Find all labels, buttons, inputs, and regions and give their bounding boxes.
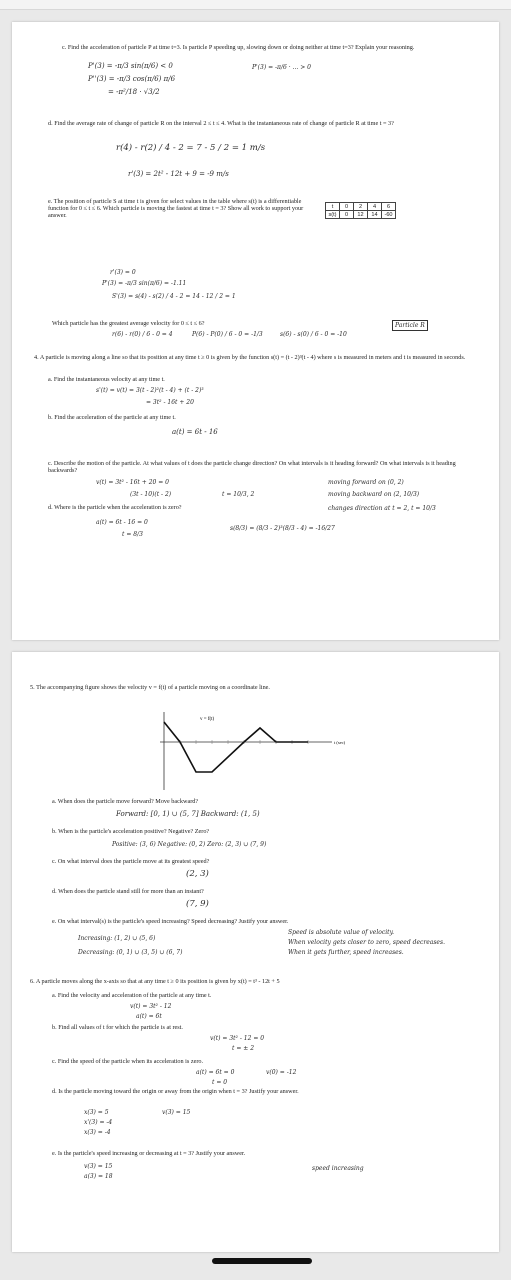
q4c-work-6: changes direction at t = 2, t = 10/3 xyxy=(328,505,436,512)
q4d-prompt: d. Where is the particle when the acceleration is zero? xyxy=(48,504,182,511)
q5e-work-3: Speed is absolute value of velocity. xyxy=(288,929,395,936)
worksheet-page-2 xyxy=(12,652,499,1252)
q5a-work: Forward: [0, 1) ∪ (5, 7] Backward: (1, 5) xyxy=(116,810,260,818)
table-cell: 2 xyxy=(354,203,368,211)
q6d-prompt: d. Is the particle moving toward the origin or away from the origin when t = 3? Justify your answer. xyxy=(52,1088,299,1095)
table-cell: -60 xyxy=(382,211,396,219)
table-cell: 12 xyxy=(354,211,368,219)
q6d-work-4: x(3) = -4 xyxy=(84,1129,111,1136)
q4c-work-2: (3t - 10)(t - 2) xyxy=(130,491,172,498)
table-cell: 14 xyxy=(368,211,382,219)
q3e-followup-2: P(6) - P(0) / 6 - 0 = -1/3 xyxy=(192,331,263,338)
q5e-prompt: e. On what interval(s) is the particle's speed increasing? Speed decreasing? Justify your answer. xyxy=(52,918,289,925)
q5-intro: 5. The accompanying figure shows the velocity v = f(t) of a particle moving on a coordinate line. xyxy=(30,684,270,691)
q3c-work-2: P''(3) = -π/3 cos(π/6) π/6 xyxy=(88,75,176,83)
q3e-work-2: P'(3) = -π/3 sin(π/6) = -1.11 xyxy=(102,280,187,287)
q5d-prompt: d. When does the particle stand still for more than an instant? xyxy=(52,888,204,895)
q3c-prompt: c. Find the acceleration of particle P at time t=3. Is particle P speeding up, slowing down or doing neither at time t=3? Explain your reasoning. xyxy=(62,44,415,51)
q3e-answer-box: Particle R xyxy=(392,320,428,331)
q5c-prompt: c. On what interval does the particle move at its greatest speed? xyxy=(52,858,210,865)
q6e-work-3: speed increasing xyxy=(312,1165,364,1172)
q5e-work-2: Decreasing: (0, 1) ∪ (3, 5) ∪ (6, 7) xyxy=(78,949,183,956)
q4c-work-5: moving backward on (2, 10/3) xyxy=(328,491,420,498)
top-browser-strip xyxy=(0,0,511,10)
table-cell: 0 xyxy=(340,203,354,211)
q5e-work-4: When velocity gets closer to zero, speed decreases. xyxy=(288,939,445,946)
q4-intro: 4. A particle is moving along a line so that its position at any time t ≥ 0 is given by the function s(t) = (t - 2)³(t - 4) where s is measured in meters and t is measured in seconds. xyxy=(34,354,466,361)
q3c-work-4: P'(3) = -π/6 · ... > 0 xyxy=(252,64,311,71)
q6e-prompt: e. Is the particle's speed increasing or decreasing at t = 3? Justify your answer. xyxy=(52,1150,246,1157)
q6a-prompt: a. Find the velocity and acceleration of the particle at any time t. xyxy=(52,992,212,999)
q6d-work-2: v(3) = 15 xyxy=(162,1109,191,1116)
graph-label: v = f(t) xyxy=(200,717,215,722)
q6c-prompt: c. Find the speed of the particle when its acceleration is zero. xyxy=(52,1058,204,1065)
q6b-work-1: v(t) = 3t² - 12 = 0 xyxy=(210,1035,265,1042)
home-indicator[interactable] xyxy=(212,1258,312,1264)
q5b-prompt: b. When is the particle's acceleration positive? Negative? Zero? xyxy=(52,828,210,835)
q6b-work-2: t = ± 2 xyxy=(232,1045,255,1052)
q4d-work-2: t = 8/3 xyxy=(122,531,143,538)
table-cell: 6 xyxy=(382,203,396,211)
q6c-work-2: t = 0 xyxy=(212,1079,228,1086)
q4d-work-1: a(t) = 6t - 16 = 0 xyxy=(96,519,148,526)
q5a-prompt: a. When does the particle move forward? Move backward? xyxy=(52,798,199,805)
position-table xyxy=(325,202,396,219)
q3e-work-1: r'(3) = 0 xyxy=(110,269,136,276)
table-cell: 4 xyxy=(368,203,382,211)
q3d-prompt: d. Find the average rate of change of particle R on the interval 2 ≤ t ≤ 4. What is the instantaneous rate of change of particle R at time t = 3? xyxy=(48,120,394,127)
q5e-work-1: Increasing: (1, 2) ∪ (5, 6) xyxy=(78,935,156,942)
q4a-prompt: a. Find the instantaneous velocity at any time t. xyxy=(48,376,165,383)
q5d-work: (7, 9) xyxy=(186,899,209,909)
q4c-prompt: c. Describe the motion of the particle. At what values of t does the particle change direction? On what intervals is it heading forward? On what intervals is it heading backwards? xyxy=(48,460,456,475)
q3d-work-2: r'(3) = 2t² - 12t + 9 = -9 m/s xyxy=(128,170,229,178)
table-cell: t xyxy=(326,203,340,211)
q3d-work-1: r(4) - r(2) / 4 - 2 = 7 - 5 / 2 = 1 m/s xyxy=(116,143,266,153)
worksheet-page-1 xyxy=(12,22,499,640)
q3e-followup-1: r(6) - r(0) / 6 - 0 = 4 xyxy=(112,331,173,338)
q4b-work-1: a(t) = 6t - 16 xyxy=(172,428,218,436)
q3e-prompt: e. The position of particle S at time t is given for select values in the table where s(t) is a differentiable function for 0 ≤ t ≤ 6. Which particle is moving the fastest at time t = 3? Show all work to support your answer. xyxy=(48,198,304,220)
q5b-work: Positive: (3, 6) Negative: (0, 2) Zero: (2, 3) ∪ (7, 9) xyxy=(112,841,267,848)
q6e-work-2: a(3) = 18 xyxy=(84,1173,113,1180)
q5c-work: (2, 3) xyxy=(186,869,209,879)
q4c-work-3: t = 10/3, 2 xyxy=(222,491,255,498)
table-cell: 0 xyxy=(340,211,354,219)
velocity-graph xyxy=(152,710,362,792)
q6a-work-2: a(t) = 6t xyxy=(136,1013,162,1020)
table-cell: s(t) xyxy=(326,211,340,219)
q3e-followup: Which particle has the greatest average velocity for 0 ≤ t ≤ 6? xyxy=(52,320,205,327)
q4d-work-3: s(8/3) = (8/3 - 2)³(8/3 - 4) = -16/27 xyxy=(230,525,335,532)
q3e-followup-3: s(6) - s(0) / 6 - 0 = -10 xyxy=(280,331,347,338)
graph-axis-label: t (sec) xyxy=(334,740,346,745)
velocity-curve xyxy=(164,722,308,772)
q6-intro: 6. A particle moves along the x-axis so that at any time t ≥ 0 its position is given by x(t) = t³ - 12t + 5 xyxy=(30,978,280,985)
q6d-work-3: x'(3) = -4 xyxy=(84,1119,113,1126)
q4b-prompt: b. Find the acceleration of the particle at any time t. xyxy=(48,414,176,421)
q6c-work-1: a(t) = 6t = 0 xyxy=(196,1069,235,1076)
q6e-work-1: v(3) = 15 xyxy=(84,1163,113,1170)
q6c-work-3: v(0) = -12 xyxy=(266,1069,297,1076)
q3c-work-3: = -π²/18 · √3/2 xyxy=(108,88,160,96)
q4c-work-1: v(t) = 3t² - 16t + 20 = 0 xyxy=(96,479,169,486)
q6b-prompt: b. Find all values of t for which the particle is at rest. xyxy=(52,1024,183,1031)
q4c-work-4: moving forward on (0, 2) xyxy=(328,479,404,486)
q6d-work-1: x(3) = 5 xyxy=(84,1109,109,1116)
q3e-work-3: S'(3) = s(4) - s(2) / 4 - 2 = 14 - 12 / 2 = 1 xyxy=(112,293,236,300)
q6a-work-1: v(t) = 3t² - 12 xyxy=(130,1003,172,1010)
q5e-work-5: When it gets further, speed increases. xyxy=(288,949,404,956)
q3c-work-1: P'(3) = -π/3 sin(π/6) < 0 xyxy=(88,62,173,70)
q4a-work-2: = 3t² - 16t + 20 xyxy=(146,399,194,406)
q4a-work-1: s'(t) = v(t) = 3(t - 2)²(t - 4) + (t - 2)³ xyxy=(96,387,204,394)
